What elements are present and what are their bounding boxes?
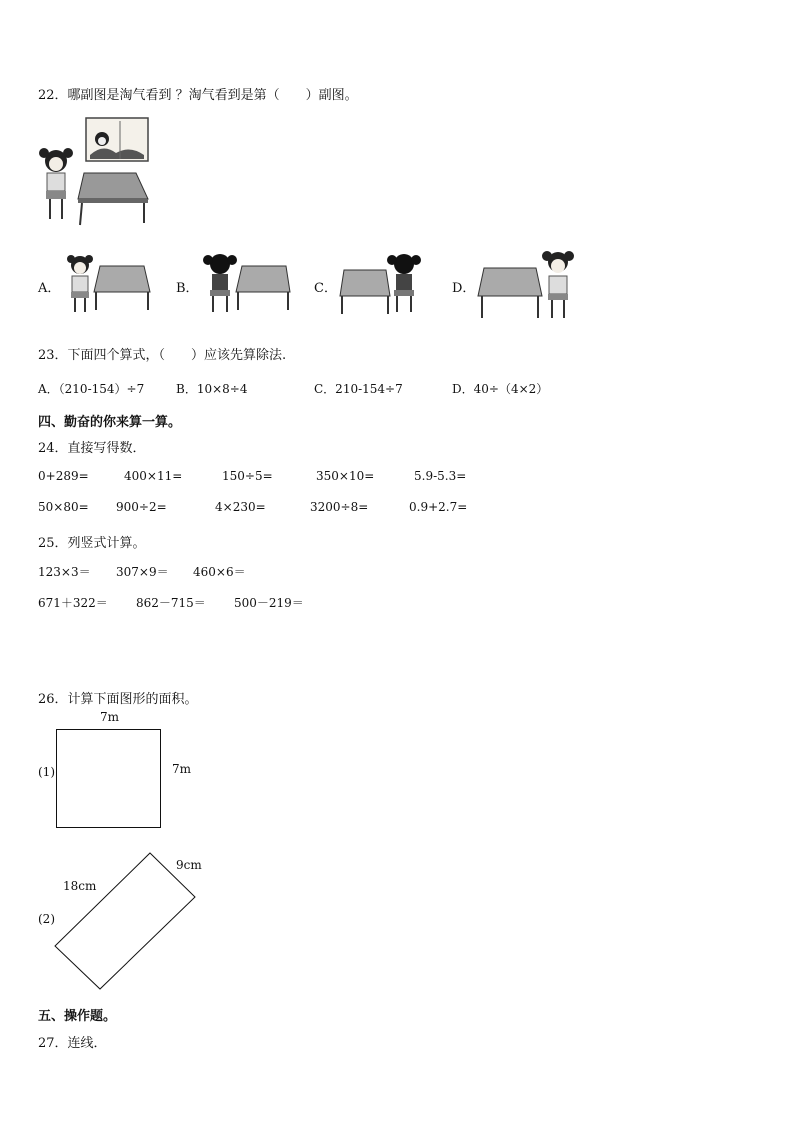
fig2-label: (2) xyxy=(38,912,55,926)
q26-text: 26．计算下面图形的面积。 xyxy=(38,692,198,707)
q24-r1-c5: 5.9-5.3= xyxy=(414,469,467,483)
fig2-long-label: 18cm xyxy=(63,879,97,893)
q22-main-picture xyxy=(38,115,158,230)
q24-r1-c1: 0+289= xyxy=(38,469,89,483)
q27-text: 27．连线． xyxy=(38,1036,107,1051)
q24-r2-c4: 3200÷8= xyxy=(310,500,369,514)
q23-option-a: A．（210-154）÷7 xyxy=(38,382,145,396)
table-icon xyxy=(340,270,390,314)
table-icon xyxy=(478,268,542,318)
fig2-short-label: 9cm xyxy=(176,858,202,872)
girl-icon xyxy=(542,251,574,318)
q22-option-b-picture xyxy=(200,252,292,316)
q24-r1-c2: 400×11= xyxy=(124,469,183,483)
fig1-label: (1) xyxy=(38,765,55,779)
fig1-top-label: 7m xyxy=(100,710,120,724)
girl-icon xyxy=(39,148,73,219)
q25-r2-c1: 671＋322＝ xyxy=(38,596,108,610)
table-icon xyxy=(78,173,148,225)
q24-r2-c5: 0.9+2.7= xyxy=(409,500,468,514)
q23-option-c: C．210-154÷7 xyxy=(314,382,403,396)
q24-text: 24．直接写得数． xyxy=(38,441,146,456)
girl-back-icon xyxy=(203,254,237,312)
q25-r2-c2: 862－715＝ xyxy=(136,596,206,610)
q22-option-c-picture xyxy=(338,252,430,316)
q24-r2-c2: 900÷2= xyxy=(116,500,167,514)
girl-back-icon xyxy=(387,254,421,312)
q24-r1-c4: 350×10= xyxy=(316,469,375,483)
q23-text: 23．下面四个算式，（ ）应该先算除法. xyxy=(38,348,287,363)
q22-option-d-picture xyxy=(476,248,580,320)
q22-option-a-picture xyxy=(62,252,152,316)
q23-option-b: B．10×8÷4 xyxy=(176,382,248,396)
q25-r2-c3: 500－219＝ xyxy=(234,596,304,610)
painting-icon xyxy=(86,118,148,161)
fig1-square xyxy=(56,729,162,829)
q22-option-a: A． xyxy=(38,281,61,296)
q22-option-c: C． xyxy=(314,281,337,296)
q25-r1-c1: 123×3＝ xyxy=(38,565,91,579)
q24-r2-c1: 50×80= xyxy=(38,500,89,514)
q22-text: 22．哪副图是淘气看到 ？淘气看到是第（ ）副图。 xyxy=(38,88,358,103)
section4-title: 四、勤奋的你来算一算。 xyxy=(38,415,182,430)
q24-r1-c3: 150÷5= xyxy=(222,469,273,483)
q25-r1-c2: 307×9＝ xyxy=(116,565,169,579)
q22-option-d: D． xyxy=(452,281,476,296)
fig1-side-label: 7m xyxy=(172,762,192,776)
section5-title: 五、操作题。 xyxy=(38,1009,117,1024)
girl-icon xyxy=(67,255,93,312)
fig2-rectangle xyxy=(54,852,196,990)
table-icon xyxy=(94,266,150,310)
q22-option-b: B． xyxy=(176,281,199,296)
q25-r1-c3: 460×6＝ xyxy=(193,565,246,579)
q23-option-d: D．40÷（4×2） xyxy=(452,382,549,396)
q25-text: 25．列竖式计算。 xyxy=(38,536,146,551)
table-icon xyxy=(236,266,290,310)
q24-r2-c3: 4×230= xyxy=(215,500,266,514)
